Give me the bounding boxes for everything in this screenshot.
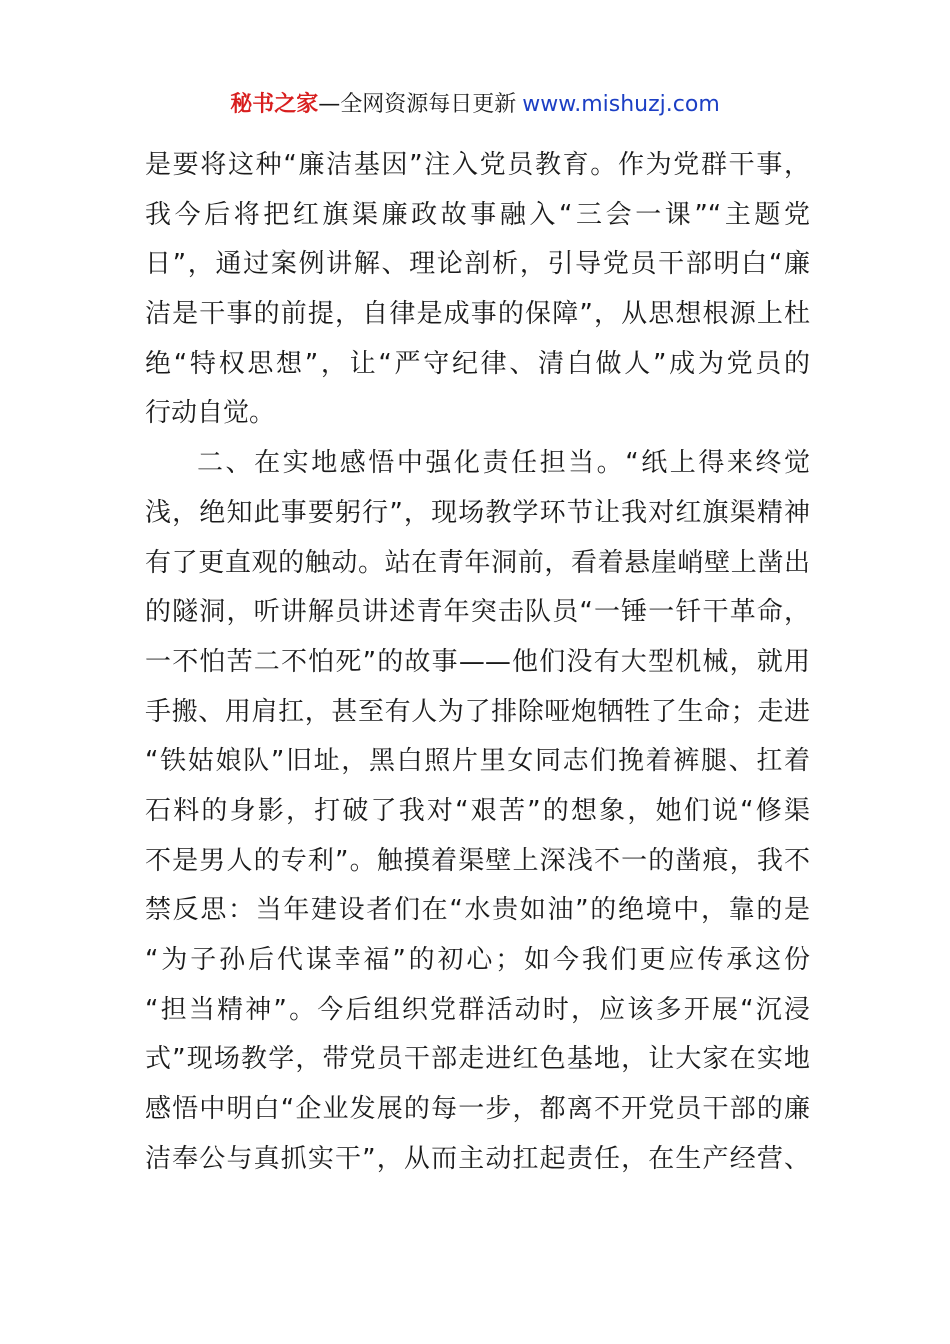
text-line: 行动自觉。	[145, 398, 276, 429]
text-line: 浅，绝知此事要躬行”，现场教学环节让我对红旗渠精神	[145, 497, 810, 528]
text-line: “担当精神”。今后组织党群活动时，应该多开展“沉浸	[145, 994, 810, 1025]
site-header	[0, 88, 950, 122]
text-line: 洁是干事的前提，自律是成事的保障”，从思想根源上杜	[145, 299, 810, 330]
site-url-link[interactable]: www.mishuzj.com	[522, 92, 720, 117]
text-line: 绝“特权思想”，让“严守纪律、清白做人”成为党员的	[145, 348, 810, 379]
document-body	[145, 141, 810, 1184]
section-heading-line: 二、在实地感悟中强化责任担当。“纸上得来终觉	[197, 448, 810, 479]
text-line: 一不怕苦二不怕死”的故事——他们没有大型机械，就用	[145, 646, 810, 677]
text-line: “铁姑娘队”旧址，黑白照片里女同志们挽着裤腿、扛着	[145, 746, 810, 777]
text-line: 有了更直观的触动。站在青年洞前，看着悬崖峭壁上凿出	[145, 547, 810, 578]
brand-name: 秘书之家	[230, 92, 319, 117]
text-line: 的隧洞，听讲解员讲述青年突击队员“一锤一钎干革命，	[145, 597, 810, 628]
text-line: 禁反思：当年建设者们在“水贵如油”的绝境中，靠的是	[145, 895, 810, 926]
text-line: “为子孙后代谋幸福”的初心；如今我们更应传承这份	[145, 945, 810, 975]
text-line: 式”现场教学，带党员干部走进红色基地，让大家在实地	[145, 1044, 810, 1075]
text-line: 石料的身影，打破了我对“艰苦”的想象，她们说“修渠	[145, 795, 810, 826]
text-line: 手搬、用肩扛，甚至有人为了排除哑炮牺牲了生命；走进	[145, 696, 810, 727]
header-tagline: —全网资源每日更新	[318, 92, 517, 117]
text-line: 是要将这种“廉洁基因”注入党员教育。作为党群干事，	[145, 150, 810, 180]
text-line: 不是男人的专利”。触摸着渠壁上深浅不一的凿痕，我不	[145, 845, 810, 876]
text-line: 洁奉公与真抓实干”，从而主动扛起责任，在生产经营、	[145, 1143, 810, 1174]
text-line: 日”，通过案例讲解、理论剖析，引导党员干部明白“廉	[145, 249, 810, 280]
text-line: 感悟中明白“企业发展的每一步，都离不开党员干部的廉	[145, 1094, 810, 1125]
text-line: 我今后将把红旗渠廉政故事融入“三会一课”“主题党	[145, 199, 810, 230]
